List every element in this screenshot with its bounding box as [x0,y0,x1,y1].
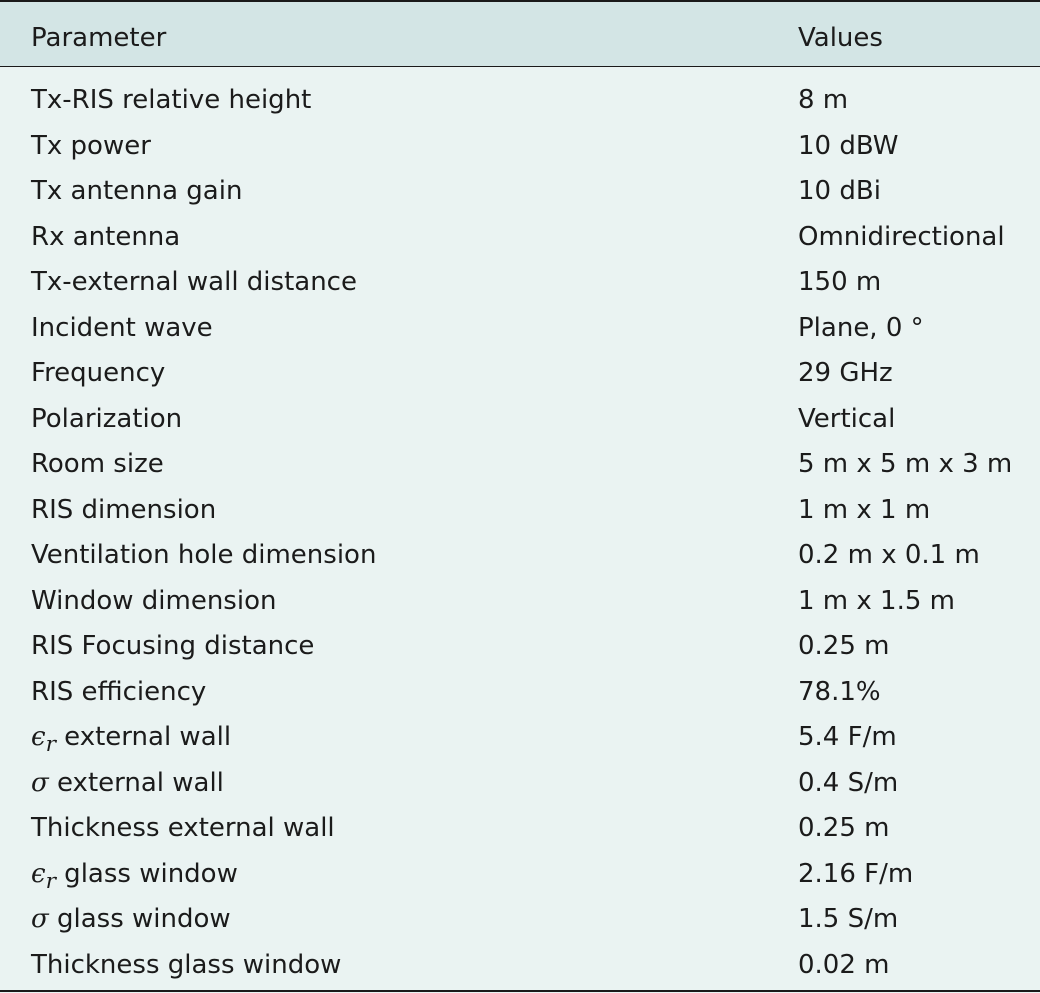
table-row-parameter [31,539,376,571]
table-row-parameter [31,812,335,844]
table-row-value: 29 GHz [798,358,893,388]
parameter-label: Polarization [31,404,183,434]
table-row-value: Omnidirectional [798,222,1005,252]
parameter-symbol: ϵ [31,722,46,752]
parameter-label: Frequency [31,358,166,388]
table-row-value: 0.25 m [798,813,890,843]
parameter-label: Tx antenna gain [31,176,243,206]
parameter-symbol: σ [31,904,49,934]
parameter-symbol-subscript: r [45,732,56,758]
parameter-label: RIS efficiency [31,677,207,707]
parameter-label: glass window [48,904,231,934]
header-values: Values [798,23,883,53]
parameter-symbol: ϵ [31,859,46,889]
table-row-parameter [31,312,213,344]
parameter-label: Tx-external wall distance [31,267,357,297]
table-row-value: 10 dBW [798,131,899,161]
table-row-parameter [31,676,206,708]
header-rule [0,66,1040,67]
table-row-parameter [31,175,242,207]
parameter-label: Ventilation hole dimension [31,540,377,570]
parameter-label: Window dimension [31,586,277,616]
table-row-parameter [31,858,238,898]
table-row-parameter [31,903,231,935]
table-row-value: Vertical [798,404,896,434]
table-row-parameter [31,403,182,435]
parameter-label: external wall [48,768,224,798]
parameter-label: RIS Focusing distance [31,631,315,661]
table-row-value: 1.5 S/m [798,904,899,934]
table-row-value: 0.25 m [798,631,890,661]
parameter-label: RIS dimension [31,495,217,525]
table-row-parameter [31,221,180,253]
table-row-value: 0.02 m [798,950,890,980]
table-row-value: 150 m [798,267,882,297]
header-parameter: Parameter [31,23,167,53]
table-row-parameter [31,721,231,761]
table-row-value: 78.1% [798,677,881,707]
table-row-parameter [31,630,314,662]
table-row-parameter [31,84,311,116]
table-row-value: 10 dBi [798,176,881,206]
parameter-symbol: σ [31,768,49,798]
parameter-label: Incident wave [31,313,213,343]
table-row-parameter [31,767,224,799]
table-row-value: 1 m x 1.5 m [798,586,955,616]
parameter-symbol-subscript: r [45,869,56,895]
table-row-value: 0.2 m x 0.1 m [798,540,980,570]
table-row-value: 0.4 S/m [798,768,899,798]
parameter-label: Rx antenna [31,222,181,252]
parameter-label: Thickness glass window [31,950,342,980]
table-row-parameter [31,949,341,981]
table-row-parameter [31,585,276,617]
parameter-label: Tx-RIS relative height [31,85,312,115]
table-row-value: 2.16 F/m [798,859,914,889]
parameter-label: glass window [55,859,238,889]
table-row-parameter [31,357,165,389]
parameter-label: Room size [31,449,164,479]
parameter-label: Thickness external wall [31,813,335,843]
parameter-label: Tx power [31,131,151,161]
table-row-parameter [31,448,164,480]
table-row-value: 5 m x 5 m x 3 m [798,449,1013,479]
table-row-parameter [31,130,151,162]
table-row-value: 8 m [798,85,849,115]
parameter-label: external wall [55,722,232,752]
table-row-parameter [31,494,216,526]
table-row-value: Plane, 0 ° [798,313,924,343]
bottom-rule [0,990,1040,992]
table-row-value: 5.4 F/m [798,722,897,752]
table-header [0,2,1040,66]
table-row-parameter [31,266,357,298]
table-row-value: 1 m x 1 m [798,495,931,525]
